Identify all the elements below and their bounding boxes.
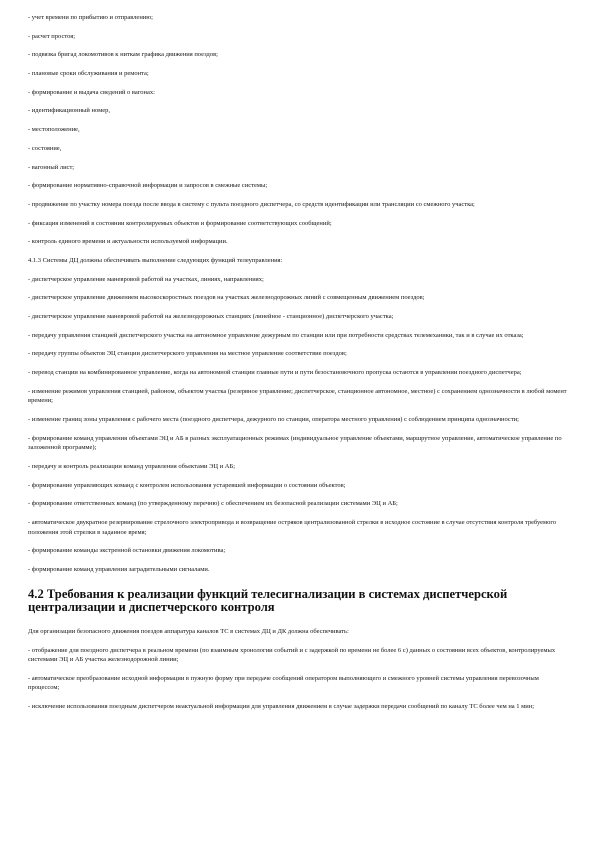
list-item: - формирование ответственных команд (по утвержденному перечню) с обеспечением их безопасной реализации системами ЭЦ и АБ;: [28, 500, 398, 508]
list-item: - передачу управления станцией диспетчерского участка на автономное управление дежурным по станции или при потребности средствах телемеханики, так и в случае их отказа;: [28, 331, 524, 339]
list-item: - идентификационный номер,: [28, 107, 111, 115]
list-item: - продвижение по участку номера поезда после ввода в систему с пульта поездного диспетчера, со средств идентификации или трансляции со смежного участка;: [28, 200, 475, 208]
list-item: - формирование команд управления заградительными сигналами.: [28, 566, 210, 574]
list-item: - диспетчерское управление движением высокоскоростных поездов на участках железнодорожных линий с совмещенным движением поездов;: [28, 294, 425, 302]
list-item: - формирование нормативно-справочной информации и запросов в смежные системы;: [28, 182, 268, 190]
list-item: - изменение режимов управления станцией, районом, объектом участка (резервное управление; диспетчерское, станционное автономное, местное) с сохранением однозначности в любой момент времени;: [28, 387, 567, 405]
list-item: - формирование команды экстренной остановки движения локомотива;: [28, 547, 226, 555]
section-heading: 4.2 Требования к реализации функций телесигнализации в системах диспетчерской централизации и диспетчерского контроля: [28, 586, 508, 615]
clause-4-1-3: 4.1.3 Системы ДЦ должны обеспечивать выполнение следующих функций телеуправления:: [28, 256, 283, 264]
list-item: - учет времени по прибытию и отправлению;: [28, 14, 153, 21]
list-item: - плановые сроки обслуживания и ремонта;: [28, 70, 149, 78]
telecontrol-function-list: [28, 275, 569, 575]
list-item: - фиксация изменений в состоянии контролируемых объектов и формирование соответствующих сообщений;: [28, 219, 332, 227]
list-item: - формирование и выдача сведений о вагонах:: [28, 88, 155, 96]
section-4-1-list: [28, 13, 569, 247]
list-item: - местоположение,: [28, 126, 80, 134]
list-item: - исключение использования поездным диспетчером неактуальной информации для управления движением в случае задержки передачи сообщений по каналу ТС более чем на 1 мин;: [28, 703, 535, 711]
section-intro: Для организации безопасного движения поездов аппаратура каналов ТС в системах ДЦ и ДК должна обеспечивать:: [28, 627, 349, 635]
list-item: - расчет простоя;: [28, 32, 76, 40]
list-item: - передачу и контроль реализации команд управления объектами ЭЦ и АБ;: [28, 463, 236, 470]
list-item: - диспетчерское управление маневровой работой на железнодорожных станциях (линейное - станционное) диспетчерского участка;: [28, 313, 394, 320]
list-item: - состояние,: [28, 144, 62, 152]
list-item: - диспетчерское управление маневровой работой на участках, линиях, направлениях;: [28, 275, 264, 283]
list-item: - перевод станции на комбинированное управление, когда на автономной станции главные пути и пути безостановочного пропуска остаются в управлении поездного диспетчера;: [28, 369, 522, 377]
list-item: - отображение для поездного диспетчера в реальном времени (по взаимным хронологии событий и с задержкой по времени не более 6 с) данных о состоянии всех объектов, контролируемых системами ЭЦ и АБ участка железнодорожной линии;: [28, 646, 556, 664]
list-item: - передачу группы объектов ЭЦ станции диспетчерского управления на местное управление соответствие поездов;: [28, 350, 347, 358]
list-item: - автоматическое двукратное резервирование стрелочного электропривода и возвращение остряков централизованной стрелки в исходное состояние в случае отсутствия контроля требуемого положения этой стрелки в заданное время;: [28, 519, 557, 536]
list-item: - формирование управляющих команд с контролем использования устаревшей информации о состоянии объектов;: [28, 481, 346, 489]
list-item: - изменение границ зоны управления с рабочего места (поездного диспетчера, дежурного по станции, оператора местного управления) с соблюдением принципа однозначности;: [28, 416, 519, 424]
list-item: - вагонный лист;: [28, 163, 75, 171]
telesignalling-requirement-list: [28, 646, 569, 712]
list-item: - подвязка бригад локомотивов к ниткам графика движения поездов;: [28, 51, 218, 59]
list-item: - формирование команд управления объектами ЭЦ и АБ в разных эксплуатационных режимах (индивидуальное управление объектами, маршрутное управление, автоматическое управление по заложенной программе);: [28, 434, 562, 452]
list-item: - контроль единого времени и актуальности используемой информации.: [28, 238, 228, 246]
list-item: - автоматическое преобразование исходной информации в пужную форму при передаче сообщений оператором выполняющего и смежного уровней системы управления перевозочным процессом;: [28, 674, 539, 692]
